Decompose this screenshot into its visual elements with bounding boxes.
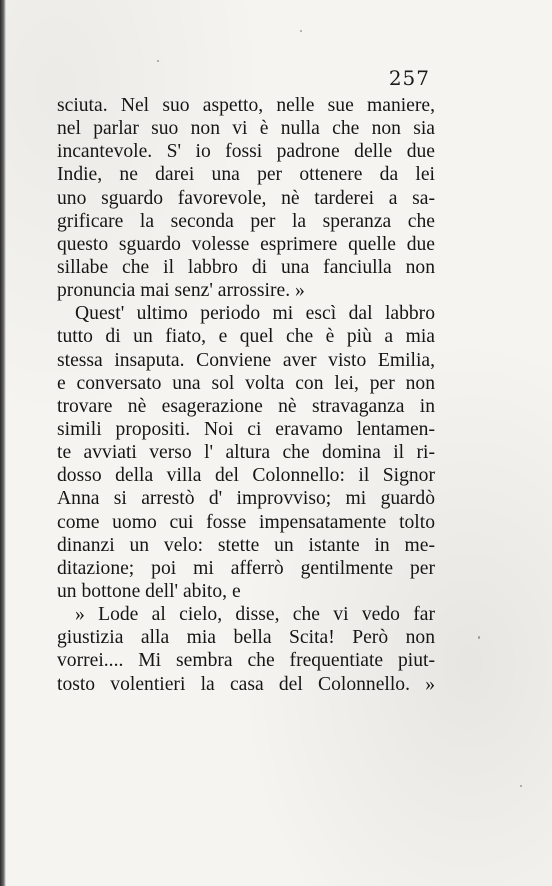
text-line: come uomo cui fosse impensatamente tolto <box>57 511 435 533</box>
text-line: questo sguardo volesse esprimere quelle due <box>57 233 435 255</box>
text-line: sillabe che il labbro di una fanciulla non <box>57 256 435 278</box>
text-line: Anna si arrestò d' improvviso; mi guardò <box>57 488 435 510</box>
text-line: incantevole. S' io fossi padrone delle due <box>57 141 435 163</box>
paper-speck <box>157 60 159 62</box>
body-text <box>57 94 435 696</box>
text-line: simili propositi. Noi ci eravamo lentamen- <box>57 418 435 440</box>
text-line: sciuta. Nel suo aspetto, nelle sue maniere, <box>57 95 435 116</box>
text-line: tosto volentieri la casa del Colonnello. » <box>57 673 435 695</box>
text-line: trovare nè esagerazione nè stravaganza in <box>57 395 435 417</box>
text-line: Quest' ultimo periodo mi escì dal labbro <box>75 303 435 325</box>
text-line: Indie, ne darei una per ottenere da lei <box>57 164 435 186</box>
text-line: stessa insaputa. Conviene aver visto Emilia, <box>57 349 435 371</box>
text-line: dinanzi un velo: stette un istante in me- <box>57 534 435 556</box>
paper-speck <box>478 636 480 639</box>
text-line: vorrei.... Mi sembra che frequentiate piut- <box>57 650 435 672</box>
paper-speck <box>300 30 302 32</box>
text-line: un bottone dell' abito, e <box>57 580 241 602</box>
page-number: 257 <box>388 66 430 90</box>
text-line: pronuncia mai senz' arrossire. » <box>57 280 305 302</box>
text-line: dosso della villa del Colonnello: il Signor <box>57 465 435 487</box>
text-line: te avviati verso l' altura che domina il ri- <box>57 442 435 464</box>
text-line: uno sguardo favorevole, nè tarderei a sa- <box>57 187 435 209</box>
text-line: giustizia alla mia bella Scita! Però non <box>57 627 435 649</box>
text-line: ditazione; poi mi afferrò gentilmente per <box>57 557 435 579</box>
page-binding-edge <box>0 0 6 886</box>
text-line: grificare la seconda per la speranza che <box>57 210 435 232</box>
paper-speck <box>520 785 522 787</box>
text-line: e conversato una sol volta con lei, per non <box>57 372 435 394</box>
text-line: nel parlar suo non vi è nulla che non sia <box>57 118 435 140</box>
text-line: tutto di un fiato, e quel che è più a mia <box>57 326 435 348</box>
text-line: » Lode al cielo, disse, che vi vedo far <box>75 604 435 626</box>
